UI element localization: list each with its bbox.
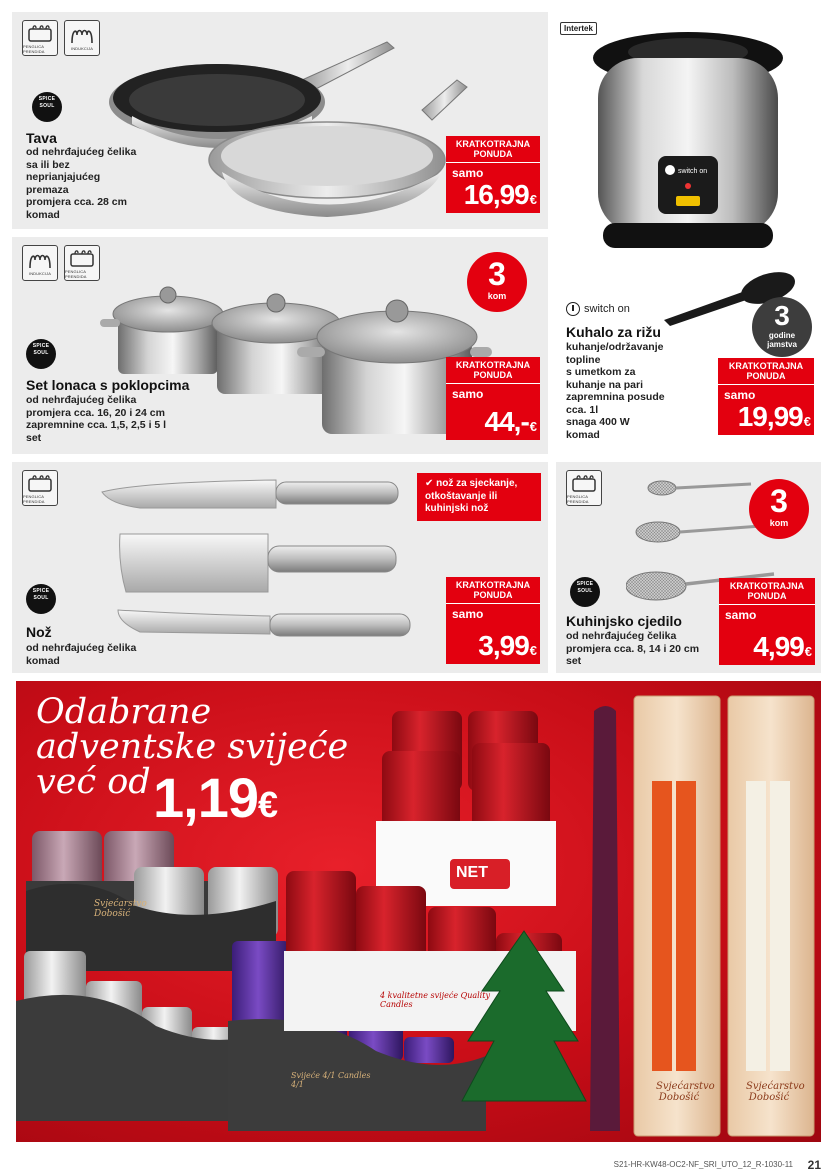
price-box — [719, 578, 815, 665]
spice-soul-logo: SPICE SOUL — [26, 584, 56, 614]
samo-label: samo — [452, 607, 484, 621]
brand-label-box: Svjećarstvo Dobošić — [746, 1081, 805, 1103]
product-name: Kuhinjsko cjedilo — [566, 613, 682, 629]
advent-candles-banner — [16, 681, 821, 1142]
product-description: od nehrđajućeg čelika sa ili bez neprianjajućeg premaza promjera cca. 28 cm komad — [26, 146, 137, 221]
inox-icon: PENGLICA PRENDIDA — [566, 470, 602, 506]
strainer-panel — [556, 462, 821, 673]
footer-code: S21-HR-KW48-OC2-NF_SRI_UTO_12_R-1030-11 — [613, 1160, 793, 1169]
page-number: 21 — [807, 1158, 821, 1172]
samo-label: samo — [452, 166, 484, 180]
price-value: 19,99€ — [737, 401, 810, 432]
advent-price: 1,19€ — [153, 766, 278, 829]
power-icon — [566, 302, 580, 316]
pack-text: 4 kvalitetne svijeće Quality Candles — [380, 991, 490, 1009]
price-value: 4,99€ — [753, 631, 811, 662]
price-box — [446, 136, 540, 213]
knife-variant-note: ✔ nož za sjeckanje, otkoštavanje ili kuhinjski nož — [417, 473, 541, 521]
spice-soul-logo: SPICE SOUL — [570, 577, 600, 607]
svg-text:switch on: switch on — [678, 168, 708, 175]
product-name: Nož — [26, 624, 52, 640]
price-value: 3,99€ — [478, 630, 536, 661]
spice-soul-logo: SPICE SOUL — [26, 339, 56, 369]
price-field — [446, 384, 540, 440]
ricecooker-image — [578, 28, 798, 268]
knife-pictograms — [22, 470, 58, 506]
pan-pictograms — [22, 20, 100, 56]
price-field — [719, 605, 815, 665]
brand-label-box: Svjećarstvo Dobošić — [656, 1081, 715, 1103]
net-logo: NET — [456, 864, 488, 881]
product-name: Tava — [26, 130, 57, 146]
offer-label: KRATKOTRAJNA PONUDA — [446, 357, 540, 384]
inox-icon: PENGLICA PRENDIDA — [22, 470, 58, 506]
price-box — [718, 358, 814, 435]
price-field — [446, 163, 540, 213]
induction-icon: INDUKCIJA — [64, 20, 100, 56]
box-text: Svijeće 4/1 Candles 4/1 — [291, 1071, 371, 1089]
offer-label: KRATKOTRAJNA PONUDA — [446, 577, 540, 604]
price-value: 44,-€ — [484, 406, 536, 437]
warranty-badge: 3 godine jamstva — [752, 297, 812, 357]
spice-soul-logo: SPICE SOUL — [32, 92, 62, 122]
switchon-logo: switch on — [566, 302, 630, 316]
brand-label-tray: Svjećarstvo Dobošić — [94, 899, 147, 919]
strainer-pictograms — [566, 470, 602, 506]
intertek-logo: Intertek — [560, 22, 597, 35]
price-field — [718, 385, 814, 435]
product-name: Set lonaca s poklopcima — [26, 377, 190, 393]
product-name: Kuhalo za rižu — [566, 324, 661, 340]
inox-icon: PENGLICA PRENDIDA — [22, 20, 58, 56]
price-box — [446, 357, 540, 440]
price-box — [446, 577, 540, 664]
pan-image — [102, 32, 482, 222]
price-value: 16,99€ — [463, 179, 536, 210]
product-description: od nehrđajućeg čelika promjera cca. 8, 14 i 20 cm set — [566, 630, 700, 667]
price-field — [446, 604, 540, 664]
offer-label: KRATKOTRAJNA PONUDA — [446, 136, 540, 163]
quantity-badge: 3 kom — [467, 252, 527, 312]
product-description: od nehrđajućeg čelika promjera cca. 16, 20 i 24 cm zapremnine cca. 1,5, 2,5 i 5 l set — [26, 394, 167, 444]
advent-title: Odabrane adventske svijeće već od — [36, 692, 349, 802]
product-description: kuhanje/održavanje topline s umetkom za kuhanje na pari zapremnina posude cca. 1l snaga 400 W komad — [566, 341, 665, 441]
induction-icon: INDUKCIJA — [22, 245, 58, 281]
pots-pictograms — [22, 245, 100, 281]
quantity-badge: 3 kom — [749, 479, 809, 539]
samo-label: samo — [725, 608, 757, 622]
offer-label: KRATKOTRAJNA PONUDA — [718, 358, 814, 385]
samo-label: samo — [452, 387, 484, 401]
pots-panel — [12, 237, 548, 454]
samo-label: samo — [724, 388, 756, 402]
product-description: od nehrđajućeg čelika komad — [26, 642, 137, 667]
knives-image — [100, 474, 420, 654]
offer-label: KRATKOTRAJNA PONUDA — [719, 578, 815, 605]
pan-panel — [12, 12, 548, 229]
inox-icon: PENGLICA PRENDIDA — [64, 245, 100, 281]
